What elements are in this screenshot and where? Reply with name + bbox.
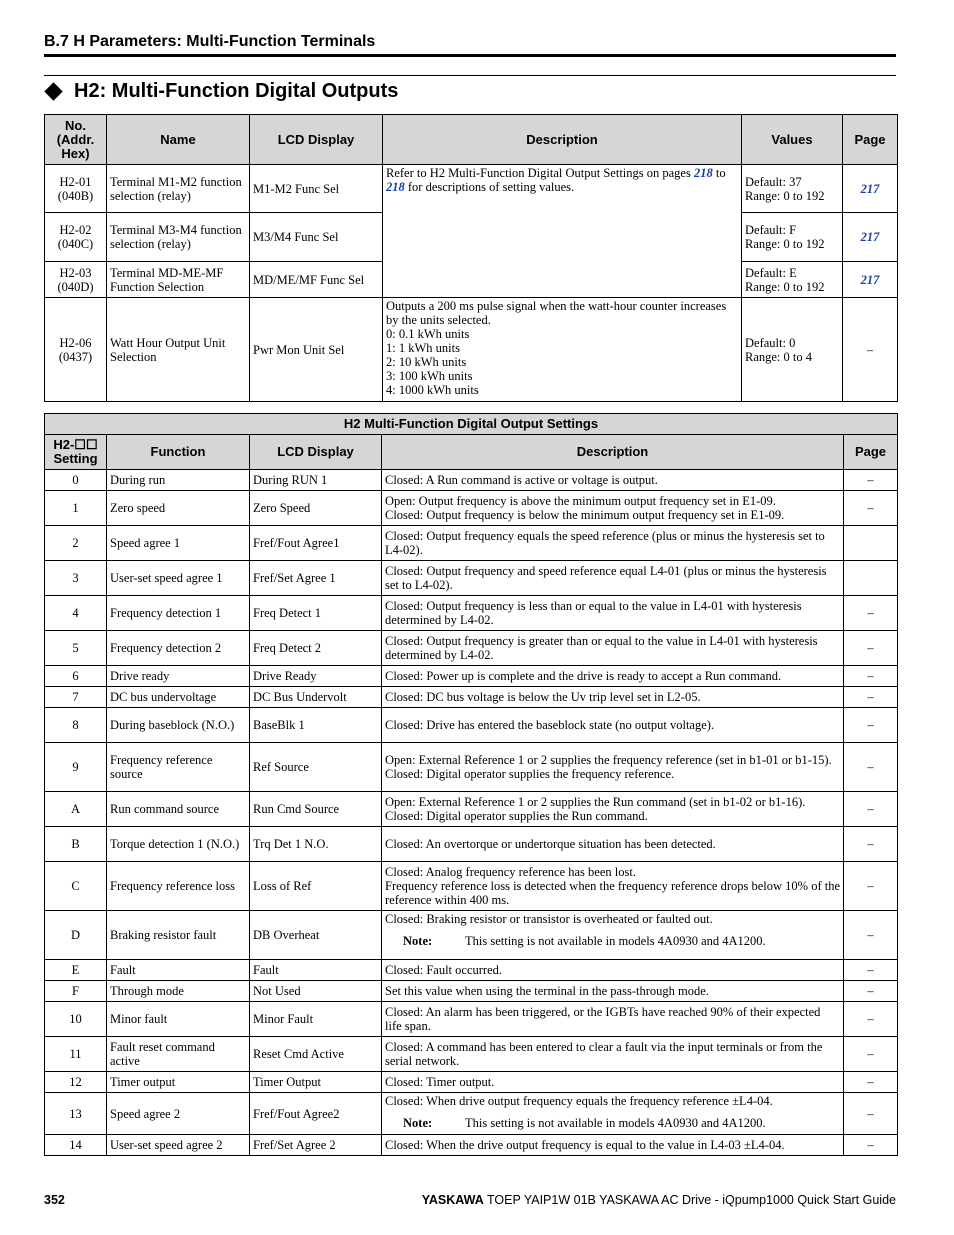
setting-page: – — [844, 666, 898, 687]
param-values: Default: 37 Range: 0 to 192 — [742, 165, 843, 213]
setting-value: D — [45, 911, 107, 960]
setting-page — [844, 526, 898, 561]
setting-function: Fault — [107, 960, 250, 981]
setting-lcd: DB Overheat — [250, 911, 382, 960]
table-row — [45, 491, 898, 526]
setting-function: Frequency detection 1 — [107, 596, 250, 631]
setting-description — [382, 960, 844, 981]
table-row — [45, 862, 898, 911]
setting-description-text: Closed: DC bus voltage is below the Uv trip level set in L2-05. — [385, 690, 701, 704]
col-header-page: Page — [844, 435, 898, 470]
setting-lcd: Fref/Fout Agree2 — [250, 1093, 382, 1135]
setting-description-text: Closed: Braking resistor or transistor is overheated or faulted out. — [385, 912, 713, 926]
setting-function: During baseblock (N.O.) — [107, 708, 250, 743]
setting-function: Torque detection 1 (N.O.) — [107, 827, 250, 862]
param-number: H2-01 (040B) — [45, 165, 107, 213]
setting-lcd: BaseBlk 1 — [250, 708, 382, 743]
setting-page: – — [844, 1135, 898, 1156]
setting-value: 3 — [45, 561, 107, 596]
setting-page: – — [844, 1037, 898, 1072]
col-header-function: Function — [107, 435, 250, 470]
setting-description-text: Closed: A Run command is active or voltage is output. — [385, 473, 658, 487]
setting-value: 11 — [45, 1037, 107, 1072]
setting-value: 6 — [45, 666, 107, 687]
setting-lcd: During RUN 1 — [250, 470, 382, 491]
setting-description-text: Closed: An overtorque or undertorque situation has been detected. — [385, 837, 716, 851]
table-row — [45, 561, 898, 596]
setting-description — [382, 792, 844, 827]
setting-page: – — [844, 596, 898, 631]
setting-description-text: Open: Output frequency is above the minimum output frequency set in E1-09. Closed: Output frequency is below the minimum output frequency set in E1-09. — [385, 494, 785, 522]
setting-page: – — [844, 792, 898, 827]
setting-function: DC bus undervoltage — [107, 687, 250, 708]
setting-page: – — [844, 1002, 898, 1037]
setting-description — [382, 596, 844, 631]
note-text: This setting is not available in models 4A0930 and 4A1200. — [465, 1116, 766, 1130]
settings-table-header — [45, 435, 898, 470]
setting-lcd: Minor Fault — [250, 1002, 382, 1037]
table-row — [45, 981, 898, 1002]
param-shared-description: Refer to H2 Multi-Function Digital Output Settings on pages 218 to 218 for descriptions of setting values. — [383, 165, 742, 298]
table-row — [45, 1135, 898, 1156]
setting-page: – — [844, 1072, 898, 1093]
setting-value: 0 — [45, 470, 107, 491]
setting-description-text: Closed: Timer output. — [385, 1075, 495, 1089]
param-name: Terminal M3-M4 function selection (relay) — [107, 213, 250, 262]
setting-description — [382, 631, 844, 666]
setting-value: 2 — [45, 526, 107, 561]
setting-description-text: Set this value when using the terminal in the pass-through mode. — [385, 984, 709, 998]
setting-page: – — [844, 743, 898, 792]
param-number: H2-03 (040D) — [45, 262, 107, 298]
setting-value: E — [45, 960, 107, 981]
setting-value: 5 — [45, 631, 107, 666]
table-row — [45, 792, 898, 827]
param-values: Default: 0 Range: 0 to 4 — [742, 298, 843, 402]
parameter-table-header — [45, 115, 898, 165]
param-page: – — [843, 298, 898, 402]
col-header-lcd: LCD Display — [250, 435, 382, 470]
setting-note — [385, 934, 840, 948]
setting-lcd: DC Bus Undervolt — [250, 687, 382, 708]
table-row — [45, 165, 898, 213]
param-values: Default: E Range: 0 to 192 — [742, 262, 843, 298]
setting-page: – — [844, 960, 898, 981]
setting-page: – — [844, 631, 898, 666]
setting-page: – — [844, 491, 898, 526]
setting-description-text: Closed: Power up is complete and the drive is ready to accept a Run command. — [385, 669, 782, 683]
table-row — [45, 298, 898, 402]
param-lcd: MD/ME/MF Func Sel — [250, 262, 383, 298]
setting-description-text: Closed: An alarm has been triggered, or the IGBTs have reached 90% of their expected life span. — [385, 1005, 821, 1033]
setting-description-text: Open: External Reference 1 or 2 supplies the frequency reference (set in b1-01 or b1-15). Closed: Digital operator supplies the frequency reference. — [385, 753, 832, 781]
table-row — [45, 743, 898, 792]
setting-description — [382, 1002, 844, 1037]
setting-function: Zero speed — [107, 491, 250, 526]
param-values: Default: F Range: 0 to 192 — [742, 213, 843, 262]
setting-lcd: Fref/Set Agree 2 — [250, 1135, 382, 1156]
setting-value: 14 — [45, 1135, 107, 1156]
param-lcd: M3/M4 Func Sel — [250, 213, 383, 262]
table-row — [45, 960, 898, 981]
table-row — [45, 827, 898, 862]
setting-lcd: Trq Det 1 N.O. — [250, 827, 382, 862]
setting-note — [385, 1116, 840, 1130]
setting-lcd: Fref/Fout Agree1 — [250, 526, 382, 561]
setting-value: 7 — [45, 687, 107, 708]
section-rule — [44, 75, 896, 76]
setting-description — [382, 1093, 844, 1135]
setting-description-text: Closed: Output frequency is less than or equal to the value in L4-01 with hysteresis determined by L4-02. — [385, 599, 802, 627]
param-description: Outputs a 200 ms pulse signal when the watt-hour counter increases by the units selected. 0: 0.1 kWh units 1: 1 kWh units 2: 10 kWh units 3: 100 kWh units 4: 1000 kWh units — [383, 298, 742, 402]
table-row — [45, 596, 898, 631]
setting-value: A — [45, 792, 107, 827]
setting-function: Drive ready — [107, 666, 250, 687]
setting-page: – — [844, 708, 898, 743]
setting-description — [382, 687, 844, 708]
setting-lcd: Freq Detect 2 — [250, 631, 382, 666]
setting-description — [382, 561, 844, 596]
table-row — [45, 526, 898, 561]
setting-lcd: Reset Cmd Active — [250, 1037, 382, 1072]
table-row — [45, 470, 898, 491]
footer-brand: YASKAWA — [421, 1193, 484, 1207]
running-header: B.7 H Parameters: Multi-Function Terminals — [44, 33, 376, 50]
setting-description — [382, 708, 844, 743]
setting-function: Fault reset command active — [107, 1037, 250, 1072]
setting-lcd: Timer Output — [250, 1072, 382, 1093]
setting-description — [382, 827, 844, 862]
setting-function: Through mode — [107, 981, 250, 1002]
setting-description — [382, 666, 844, 687]
setting-lcd: Fault — [250, 960, 382, 981]
page-number: 352 — [44, 1193, 65, 1207]
page-link[interactable]: 217 — [843, 213, 898, 262]
param-number: H2-02 (040C) — [45, 213, 107, 262]
param-number: H2-06 (0437) — [45, 298, 107, 402]
setting-lcd: Zero Speed — [250, 491, 382, 526]
setting-function: Minor fault — [107, 1002, 250, 1037]
setting-description — [382, 470, 844, 491]
setting-description-text: Open: External Reference 1 or 2 supplies the Run command (set in b1-02 or b1-16). Closed: Digital operator supplies the Run command. — [385, 795, 806, 823]
setting-description — [382, 526, 844, 561]
setting-page: – — [844, 911, 898, 960]
setting-description — [382, 1135, 844, 1156]
setting-description-text: Closed: Drive has entered the baseblock state (no output voltage). — [385, 718, 715, 732]
page-link[interactable]: 217 — [843, 262, 898, 298]
setting-function: Run command source — [107, 792, 250, 827]
setting-function: User-set speed agree 2 — [107, 1135, 250, 1156]
page-link[interactable]: 217 — [843, 165, 898, 213]
setting-page: – — [844, 827, 898, 862]
setting-function: Frequency reference loss — [107, 862, 250, 911]
setting-value: B — [45, 827, 107, 862]
setting-function: Speed agree 1 — [107, 526, 250, 561]
page-link[interactable]: 218 — [386, 180, 405, 194]
setting-value: 12 — [45, 1072, 107, 1093]
table-row — [45, 1093, 898, 1135]
setting-page — [844, 561, 898, 596]
setting-value: 9 — [45, 743, 107, 792]
col-header-setting: H2-☐☐ Setting — [45, 435, 107, 470]
setting-description-text: Closed: Output frequency equals the speed reference (plus or minus the hysteresis set to L4-02). — [385, 529, 825, 557]
setting-page: – — [844, 470, 898, 491]
col-header-description: Description — [383, 115, 742, 165]
setting-description — [382, 1037, 844, 1072]
table-row — [45, 687, 898, 708]
setting-lcd: Not Used — [250, 981, 382, 1002]
param-name: Terminal MD-ME-MF Function Selection — [107, 262, 250, 298]
col-header-lcd: LCD Display — [250, 115, 383, 165]
parameter-table — [44, 114, 898, 402]
setting-page: – — [844, 862, 898, 911]
section-title — [44, 80, 398, 103]
setting-description-text: Closed: Output frequency is greater than or equal to the value in L4-01 with hysteresis determined by L4-02. — [385, 634, 818, 662]
setting-description-text: Closed: A command has been entered to clear a fault via the input terminals or from the serial network. — [385, 1040, 823, 1068]
col-header-description: Description — [382, 435, 844, 470]
settings-table — [44, 413, 898, 1156]
diamond-bullet-icon — [44, 82, 62, 100]
col-header-name: Name — [107, 115, 250, 165]
setting-value: 4 — [45, 596, 107, 631]
setting-function: Frequency detection 2 — [107, 631, 250, 666]
setting-description — [382, 862, 844, 911]
setting-page: – — [844, 1093, 898, 1135]
setting-description — [382, 491, 844, 526]
setting-function: Frequency reference source — [107, 743, 250, 792]
setting-function: Timer output — [107, 1072, 250, 1093]
setting-value: 8 — [45, 708, 107, 743]
footer-doc: TOEP YAIP1W 01B YASKAWA AC Drive - iQpump1000 Quick Start Guide — [483, 1193, 896, 1207]
setting-description — [382, 743, 844, 792]
param-lcd: M1-M2 Func Sel — [250, 165, 383, 213]
table-row — [45, 1072, 898, 1093]
col-header-page: Page — [843, 115, 898, 165]
setting-description — [382, 981, 844, 1002]
table-row — [45, 666, 898, 687]
param-lcd: Pwr Mon Unit Sel — [250, 298, 383, 402]
setting-value: 10 — [45, 1002, 107, 1037]
note-label: Note: — [403, 1116, 433, 1130]
param-name: Watt Hour Output Unit Selection — [107, 298, 250, 402]
note-label: Note: — [403, 934, 433, 948]
setting-lcd: Loss of Ref — [250, 862, 382, 911]
page-link[interactable]: 218 — [693, 166, 713, 180]
setting-description-text: Closed: Fault occurred. — [385, 963, 502, 977]
setting-description-text: Closed: When drive output frequency equals the frequency reference ±L4-04. — [385, 1094, 773, 1108]
setting-lcd: Run Cmd Source — [250, 792, 382, 827]
setting-description — [382, 1072, 844, 1093]
table-row — [45, 911, 898, 960]
settings-table-title: H2 Multi-Function Digital Output Settings — [45, 414, 898, 435]
setting-description-text: Closed: Analog frequency reference has been lost. Frequency reference loss is detected when the frequency reference drops below 10% of the reference within 400 ms. — [385, 865, 841, 907]
setting-function: User-set speed agree 1 — [107, 561, 250, 596]
setting-function: During run — [107, 470, 250, 491]
header-rule — [44, 54, 896, 57]
setting-function: Speed agree 2 — [107, 1093, 250, 1135]
table-row — [45, 708, 898, 743]
setting-function: Braking resistor fault — [107, 911, 250, 960]
footer-doc-title — [422, 1193, 896, 1207]
setting-value: C — [45, 862, 107, 911]
table-row — [45, 1037, 898, 1072]
setting-page: – — [844, 981, 898, 1002]
setting-lcd: Ref Source — [250, 743, 382, 792]
table-row — [45, 631, 898, 666]
setting-lcd: Fref/Set Agree 1 — [250, 561, 382, 596]
setting-lcd: Drive Ready — [250, 666, 382, 687]
setting-value: 13 — [45, 1093, 107, 1135]
setting-page: – — [844, 687, 898, 708]
param-name: Terminal M1-M2 function selection (relay) — [107, 165, 250, 213]
setting-description-text: Closed: Output frequency and speed reference equal L4-01 (plus or minus the hysteresis set to L4-02). — [385, 564, 827, 592]
note-text: This setting is not available in models 4A0930 and 4A1200. — [465, 934, 766, 948]
setting-value: 1 — [45, 491, 107, 526]
setting-value: F — [45, 981, 107, 1002]
setting-description — [382, 911, 844, 960]
table-row — [45, 1002, 898, 1037]
setting-description-text: Closed: When the drive output frequency is equal to the value in L4-03 ±L4-04. — [385, 1138, 785, 1152]
section-title-text: H2: Multi-Function Digital Outputs — [74, 80, 399, 102]
setting-lcd: Freq Detect 1 — [250, 596, 382, 631]
col-header-values: Values — [742, 115, 843, 165]
col-header-no: No. (Addr. Hex) — [45, 115, 107, 165]
